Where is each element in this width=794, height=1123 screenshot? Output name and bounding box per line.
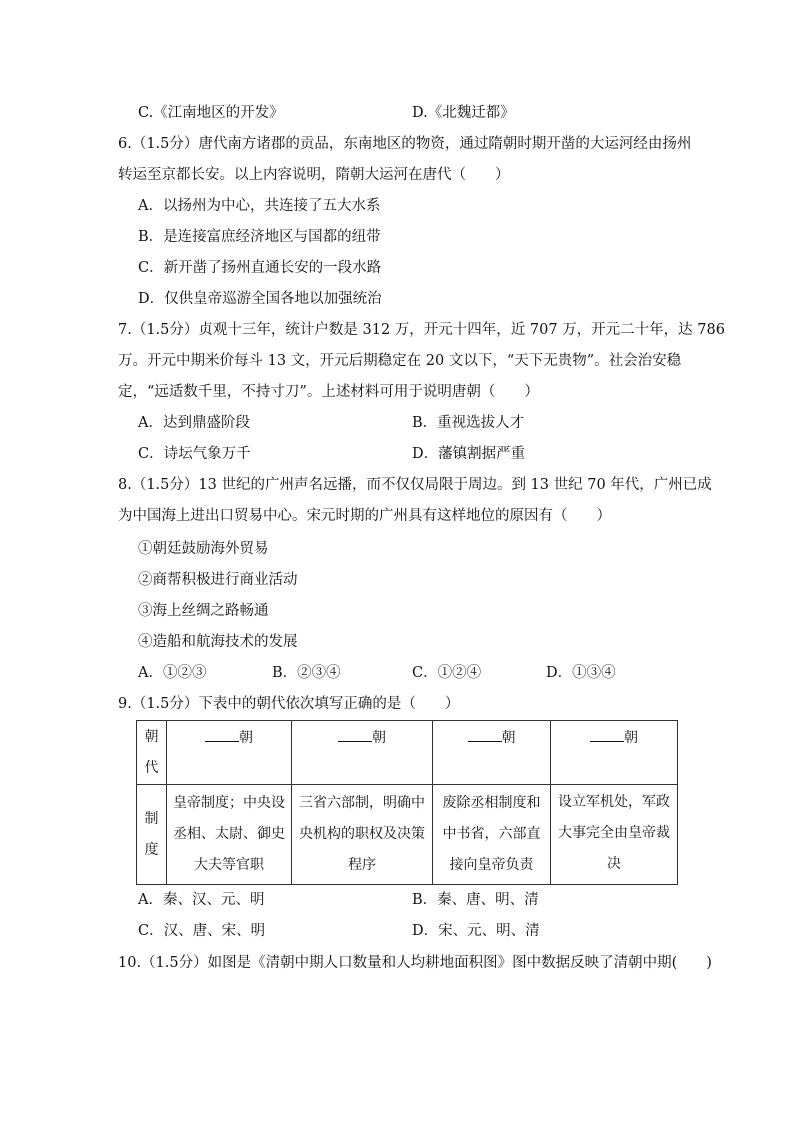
- q6-stem-line2: 转运至京都长安。以上内容说明，隋朝大运河在唐代（ ）: [118, 167, 510, 183]
- q6-stem-line1: 6.（1.5分）唐代南方诸郡的贡品，东南地区的物资，通过隋朝时期开凿的大运河经由扬州: [118, 136, 692, 152]
- q8-item-3: ③海上丝绸之路畅通: [138, 603, 269, 619]
- dynasty-blank-3: 朝: [433, 721, 551, 785]
- system-cell-3: 废除丞相制度和中书省，六部直接向皇帝负责: [433, 785, 551, 885]
- q7-option-a: A．达到鼎盛阶段: [138, 415, 250, 431]
- dynasty-blank-1: 朝: [167, 721, 292, 785]
- q7-stem-line2: 万。开元中期米价每斗 13 文，开元后期稳定在 20 文以下，“天下无贵物”。社会治安稳: [118, 353, 682, 369]
- q5-option-c: C.《江南地区的开发》: [138, 105, 284, 121]
- q7-stem-line1: 7.（1.5分）贞观十三年，统计户数是 312 万，开元十四年，近 707 万，开元二十年，达 786: [118, 322, 725, 338]
- q8-stem-line1: 8.（1.5分）13 世纪的广州声名远播，而不仅仅局限于周边。到 13 世纪 70 年代，广州已成: [118, 477, 712, 493]
- q9-option-b: B．秦、唐、明、清: [412, 892, 539, 908]
- q6-option-a: A．以扬州为中心，共连接了五大水系: [138, 198, 381, 214]
- dynasty-blank-2: 朝: [292, 721, 433, 785]
- q8-item-1: ①朝廷鼓励海外贸易: [138, 541, 269, 557]
- system-cell-1: 皇帝制度；中央设丞相、太尉、御史大夫等官职: [167, 785, 292, 885]
- q9-option-c: C．汉、唐、宋、明: [138, 923, 266, 939]
- q7-stem-line3: 定，“远适数千里，不持寸刀”。上述材料可用于说明唐朝（ ）: [118, 384, 539, 400]
- q8-option-a: A．①②③: [138, 665, 207, 681]
- q10-stem: 10.（1.5分）如图是《清朝中期人口数量和人均耕地面积图》图中数据反映了清朝中期( ): [118, 955, 712, 971]
- row-header-dynasty: 朝代: [137, 721, 167, 785]
- q6-option-d: D．仅供皇帝巡游全国各地以加强统治: [138, 291, 382, 307]
- q8-stem-line2: 为中国海上进出口贸易中心。宋元时期的广州具有这样地位的原因有（ ）: [118, 508, 611, 524]
- q8-option-c: C．①②④: [412, 665, 482, 681]
- q9-stem: 9.（1.5分）下表中的朝代依次填写正确的是（ ）: [118, 696, 460, 712]
- q9-option-a: A．秦、汉、元、明: [138, 892, 265, 908]
- q5-option-d: D.《北魏迁都》: [412, 105, 515, 121]
- system-cell-2: 三省六部制，明确中央机构的职权及决策程序: [292, 785, 433, 885]
- q7-option-d: D．藩镇割据严重: [412, 446, 526, 462]
- q8-option-b: B．②③④: [272, 665, 341, 681]
- q6-option-c: C．新开凿了扬州直通长安的一段水路: [138, 260, 382, 276]
- q6-option-b: B．是连接富庶经济地区与国都的纽带: [138, 229, 381, 245]
- dynasty-table: [136, 720, 678, 885]
- dynasty-blank-4: 朝: [551, 721, 678, 785]
- q8-option-d: D．①③④: [546, 665, 616, 681]
- row-header-system: 制度: [137, 785, 167, 885]
- q9-option-d: D．宋、元、明、清: [412, 923, 540, 939]
- q7-option-c: C．诗坛气象万千: [138, 446, 251, 462]
- q8-item-2: ②商帮积极进行商业活动: [138, 572, 298, 588]
- system-cell-4: 设立军机处，军政大事完全由皇帝裁决: [551, 785, 678, 885]
- q7-option-b: B．重视选拔人才: [412, 415, 525, 431]
- q8-item-4: ④造船和航海技术的发展: [138, 634, 298, 650]
